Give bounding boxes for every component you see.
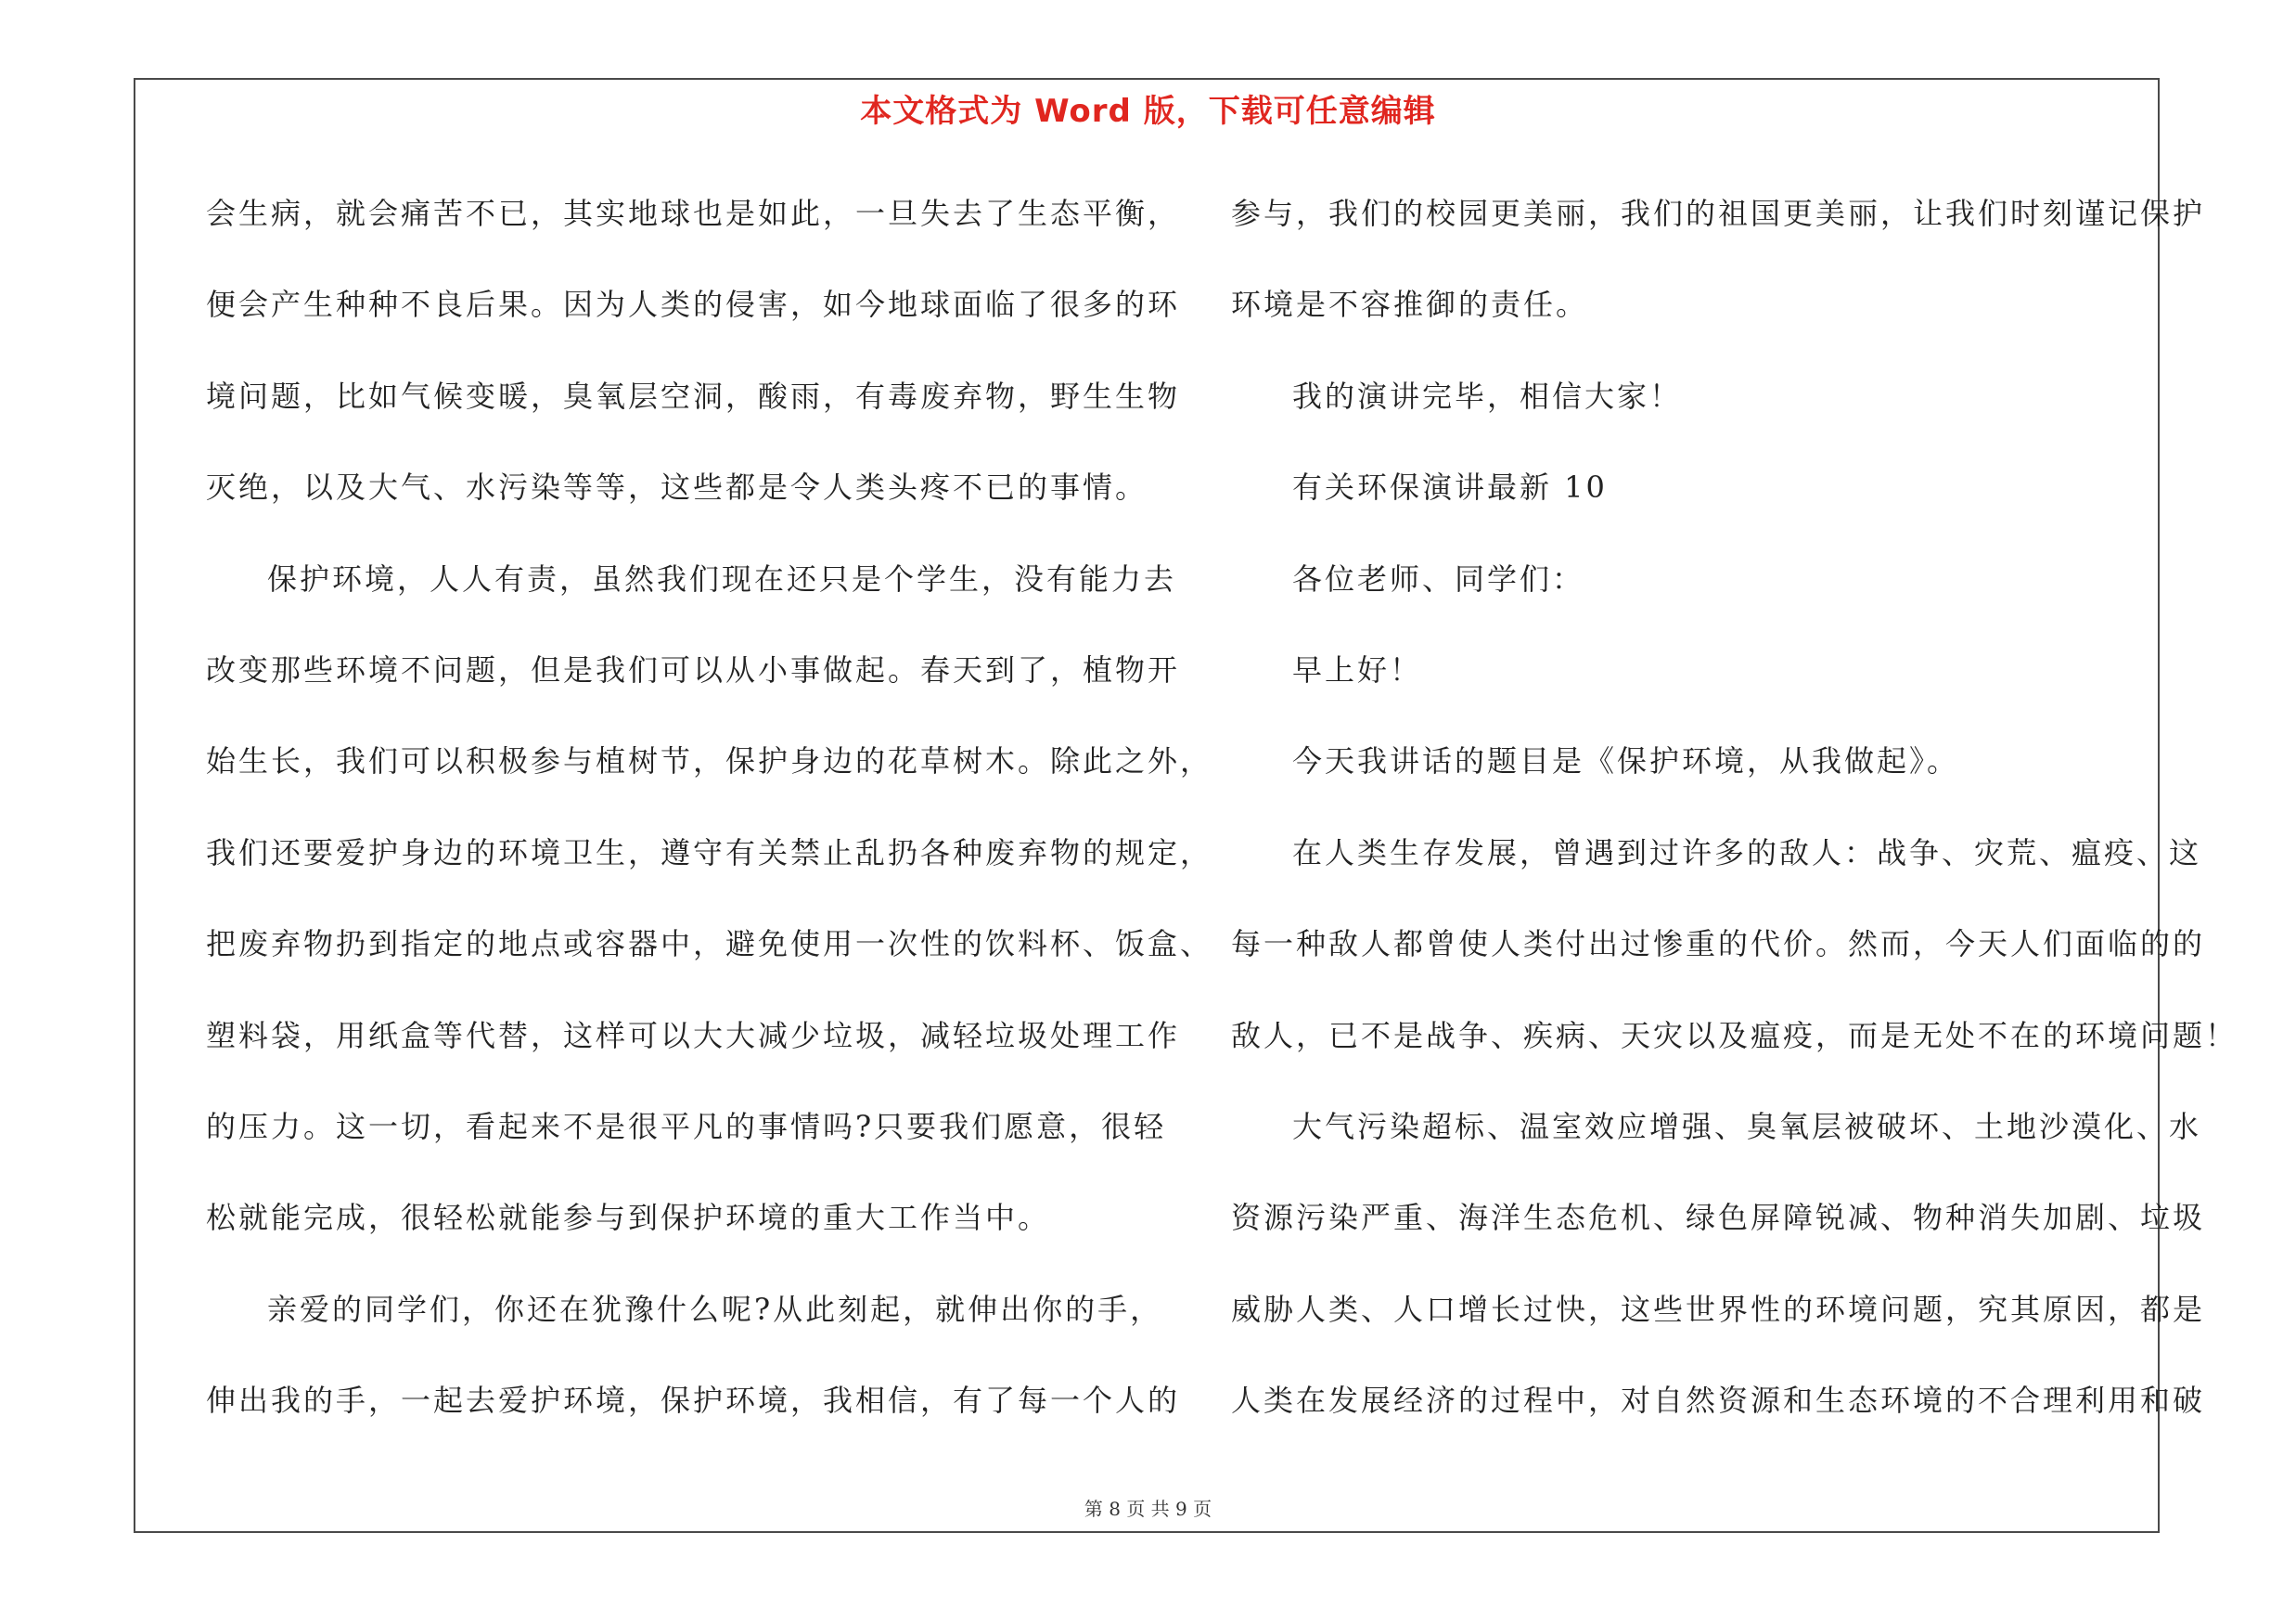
format-banner: 本文格式为 Word 版，下载可任意编辑 bbox=[860, 93, 1436, 130]
page-number-footer: 第 8 页 共 9 页 bbox=[1084, 1498, 1212, 1520]
text-line: 威胁人类、人口增长过快，这些世界性的环境问题，究其原因，都是 bbox=[1231, 1291, 2206, 1327]
text-line: 保护环境，人人有责，虽然我们现在还只是个学生，没有能力去 bbox=[267, 560, 1177, 597]
text-line: 亲爱的同学们，你还在犹豫什么呢?从此刻起，就伸出你的手， bbox=[267, 1291, 1163, 1327]
text-line: 的压力。这一切，看起来不是很平凡的事情吗?只要我们愿意，很轻 bbox=[206, 1108, 1167, 1144]
text-line: 灭绝，以及大气、水污染等等，这些都是令人类头疼不已的事情。 bbox=[206, 470, 1148, 506]
text-line: 塑料袋，用纸盒等代替，这样可以大大减少垃圾，减轻垃圾处理工作 bbox=[206, 1017, 1181, 1053]
left-text-column bbox=[206, 181, 1213, 1459]
text-line: 每一种敌人都曾使人类付出过惨重的代价。然而，今天人们面临的的 bbox=[1231, 926, 2206, 962]
text-line: 便会产生种种不良后果。因为人类的侵害，如今地球面临了很多的环 bbox=[206, 287, 1181, 323]
text-line: 早上好！ bbox=[1292, 651, 1423, 688]
right-text-column bbox=[1231, 181, 2238, 1459]
text-line: 伸出我的手，一起去爱护环境，保护环境，我相信，有了每一个人的 bbox=[206, 1383, 1181, 1419]
text-line: 我们还要爱护身边的环境卫生，遵守有关禁止乱扔各种废弃物的规定， bbox=[206, 834, 1213, 870]
text-line: 参与，我们的校园更美丽，我们的祖国更美丽，让我们时刻谨记保护 bbox=[1231, 196, 2206, 231]
text-line: 我的演讲完毕，相信大家！ bbox=[1292, 378, 1683, 414]
text-line: 环境是不容推御的责任。 bbox=[1231, 287, 1589, 323]
text-line: 今天我讲话的题目是《保护环境，从我做起》。 bbox=[1292, 743, 1960, 779]
text-line: 大气污染超标、温室效应增强、臭氧层被破坏、土地沙漠化、水 bbox=[1292, 1108, 2202, 1144]
text-line: 会生病，就会痛苦不已，其实地球也是如此，一旦失去了生态平衡， bbox=[206, 196, 1181, 231]
text-line: 在人类生存发展，曾遇到过许多的敌人：战争、灾荒、瘟疫、这 bbox=[1292, 834, 2202, 870]
text-line: 各位老师、同学们： bbox=[1292, 560, 1585, 597]
text-line: 境问题，比如气候变暖，臭氧层空洞，酸雨，有毒废弃物，野生生物 bbox=[206, 378, 1181, 414]
text-line: 有关环保演讲最新 10 bbox=[1292, 470, 1608, 506]
text-line: 把废弃物扔到指定的地点或容器中，避免使用一次性的饮料杯、饭盒、 bbox=[206, 926, 1213, 962]
text-line: 敌人，已不是战争、疾病、天灾以及瘟疫，而是无处不在的环境问题！ bbox=[1231, 1017, 2238, 1053]
text-line: 松就能完成，很轻松就能参与到保护环境的重大工作当中。 bbox=[206, 1200, 1051, 1236]
text-line: 资源污染严重、海洋生态危机、绿色屏障锐减、物种消失加剧、垃圾 bbox=[1231, 1200, 2206, 1236]
text-line: 人类在发展经济的过程中，对自然资源和生态环境的不合理利用和破 bbox=[1231, 1383, 2206, 1419]
text-line: 改变那些环境不问题，但是我们可以从小事做起。春天到了，植物开 bbox=[206, 651, 1181, 688]
text-line: 始生长，我们可以积极参与植树节，保护身边的花草树木。除此之外， bbox=[206, 743, 1213, 779]
